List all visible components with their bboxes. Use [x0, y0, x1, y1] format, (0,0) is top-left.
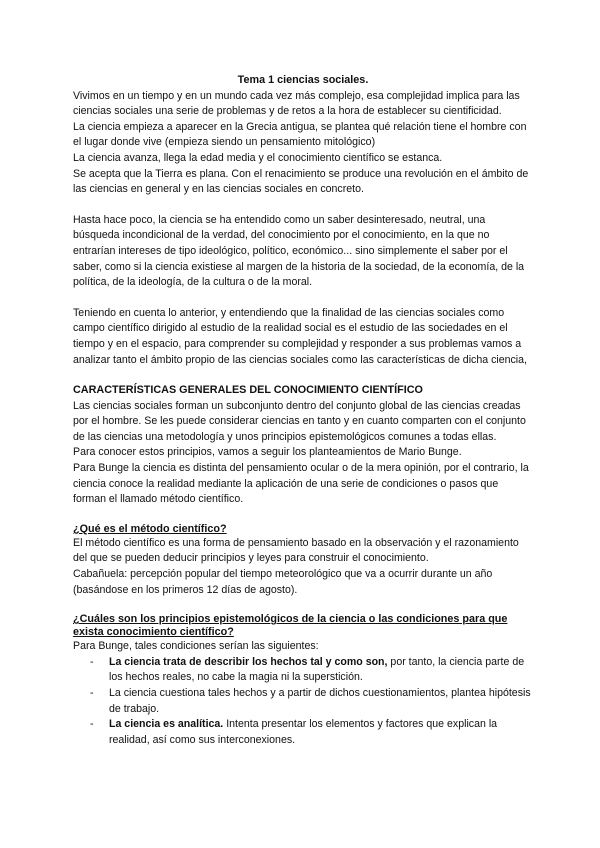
- section-heading-principios: ¿Cuáles son los principios epistemológicos de la ciencia o las condiciones para que exista conocimiento científico?: [73, 613, 508, 639]
- intro-paragraph: Se acepta que la Tierra es plana. Con el renacimiento se produce una revolución en el ámbito de las ciencias en general y en las ciencias sociales en concreto.: [73, 167, 529, 196]
- spacer: [73, 291, 533, 306]
- intro-paragraph: Vivimos en un tiempo y en un mundo cada vez más complejo, esa complejidad implica para las ciencias sociales una serie de problemas y de retos a la hora de establecer su cientificidad.: [73, 89, 520, 118]
- list-item-bold: La ciencia es analítica.: [109, 718, 224, 731]
- section1-paragraph: Las ciencias sociales forman un subconjunto dentro del conjunto global de las ciencias creadas por el hombre. Se les puede considerar ciencias en tanto y en cuanto comparten con el conjunto de las ciencias una metodología y unos principios epistemológicos comunes a todas ellas.: [73, 399, 526, 443]
- list-item-text: La ciencia cuestiona tales hechos y a partir de dichos cuestionamientos, plantea hipótesis de trabajo.: [109, 687, 531, 715]
- section1-paragraph: Para Bunge la ciencia es distinta del pensamiento ocular o de la mera opinión, por el contrario, la ciencia conoce la realidad mediante la aplicación de una serie de condiciones o pasos que forman el llamado método científico.: [73, 462, 529, 506]
- conditions-list: [73, 655, 533, 749]
- document-body: [73, 73, 533, 748]
- spacer: [73, 368, 533, 383]
- list-item: [73, 717, 533, 748]
- section2-paragraph: Cabañuela: percepción popular del tiempo meteorológico que va a ocurrir durante un año (basándose en los primeros 12 días de agosto).: [73, 568, 493, 596]
- bullet-dash: -: [90, 655, 94, 668]
- spacer: [73, 198, 533, 213]
- document-title: Tema 1 ciencias sociales.: [237, 74, 369, 86]
- paragraph-teniendo: Teniendo en cuenta lo anterior, y entendiendo que la finalidad de las ciencias sociales como campo científico dirigido al estudio de la realidad social es el estudio de las sociedades en el tiempo y en el espacio, para comprender su complejidad y responder a sus problemas vamos a analizar tanto el ámbito propio de las ciencias sociales como las características de dicha ciencia,: [73, 306, 527, 366]
- bullet-dash: -: [90, 718, 94, 731]
- list-item: [73, 655, 533, 686]
- section-heading-caracteristicas: CARACTERÍSTICAS GENERALES DEL CONOCIMIENTO CIENTÍFICO: [73, 384, 423, 397]
- list-item-text: Intenta presentar los elementos y factores que explican la realidad, así como sus interconexiones.: [109, 718, 498, 746]
- paragraph-hasta: Hasta hace poco, la ciencia se ha entendido como un saber desinteresado, neutral, una búsqueda incondicional de la verdad, del conocimiento por el conocimiento, en la que no entrarían intereses de tipo ideológico, político, económico... sino simplemente el saber por el saber, como si la ciencia existiese al margen de la historia de la sociedad, de la economía, de la política, de la ideología, de la cultura o de la moral.: [73, 213, 525, 289]
- section1-paragraph: Para conocer estos principios, vamos a seguir los planteamientos de Mario Bunge.: [73, 446, 462, 459]
- bullet-dash: -: [90, 687, 94, 699]
- spacer: [73, 598, 533, 613]
- spacer: [73, 508, 533, 523]
- list-item: [73, 686, 533, 717]
- section2-paragraph: El método científico es una forma de pensamiento basado en la observación y el razonamiento del que se pueden deducir principios y leyes para construir el conocimiento.: [73, 536, 519, 565]
- section3-intro: Para Bunge, tales condiciones serían las siguientes:: [73, 640, 319, 653]
- list-item-text: por tanto, la ciencia parte de los hechos reales, no cabe la magia ni la superstición.: [109, 655, 525, 684]
- intro-paragraph: La ciencia avanza, llega la edad media y el conocimiento científico se estanca.: [73, 151, 443, 164]
- intro-paragraph: La ciencia empieza a aparecer en la Grecia antigua, se plantea qué relación tiene el hombre con el lugar donde vive (empieza siendo un pensamiento mitológico): [73, 120, 527, 149]
- list-item-bold: La ciencia trata de describir los hechos tal y como son,: [109, 655, 388, 668]
- section-heading-metodo: ¿Qué es el método científico?: [73, 522, 227, 535]
